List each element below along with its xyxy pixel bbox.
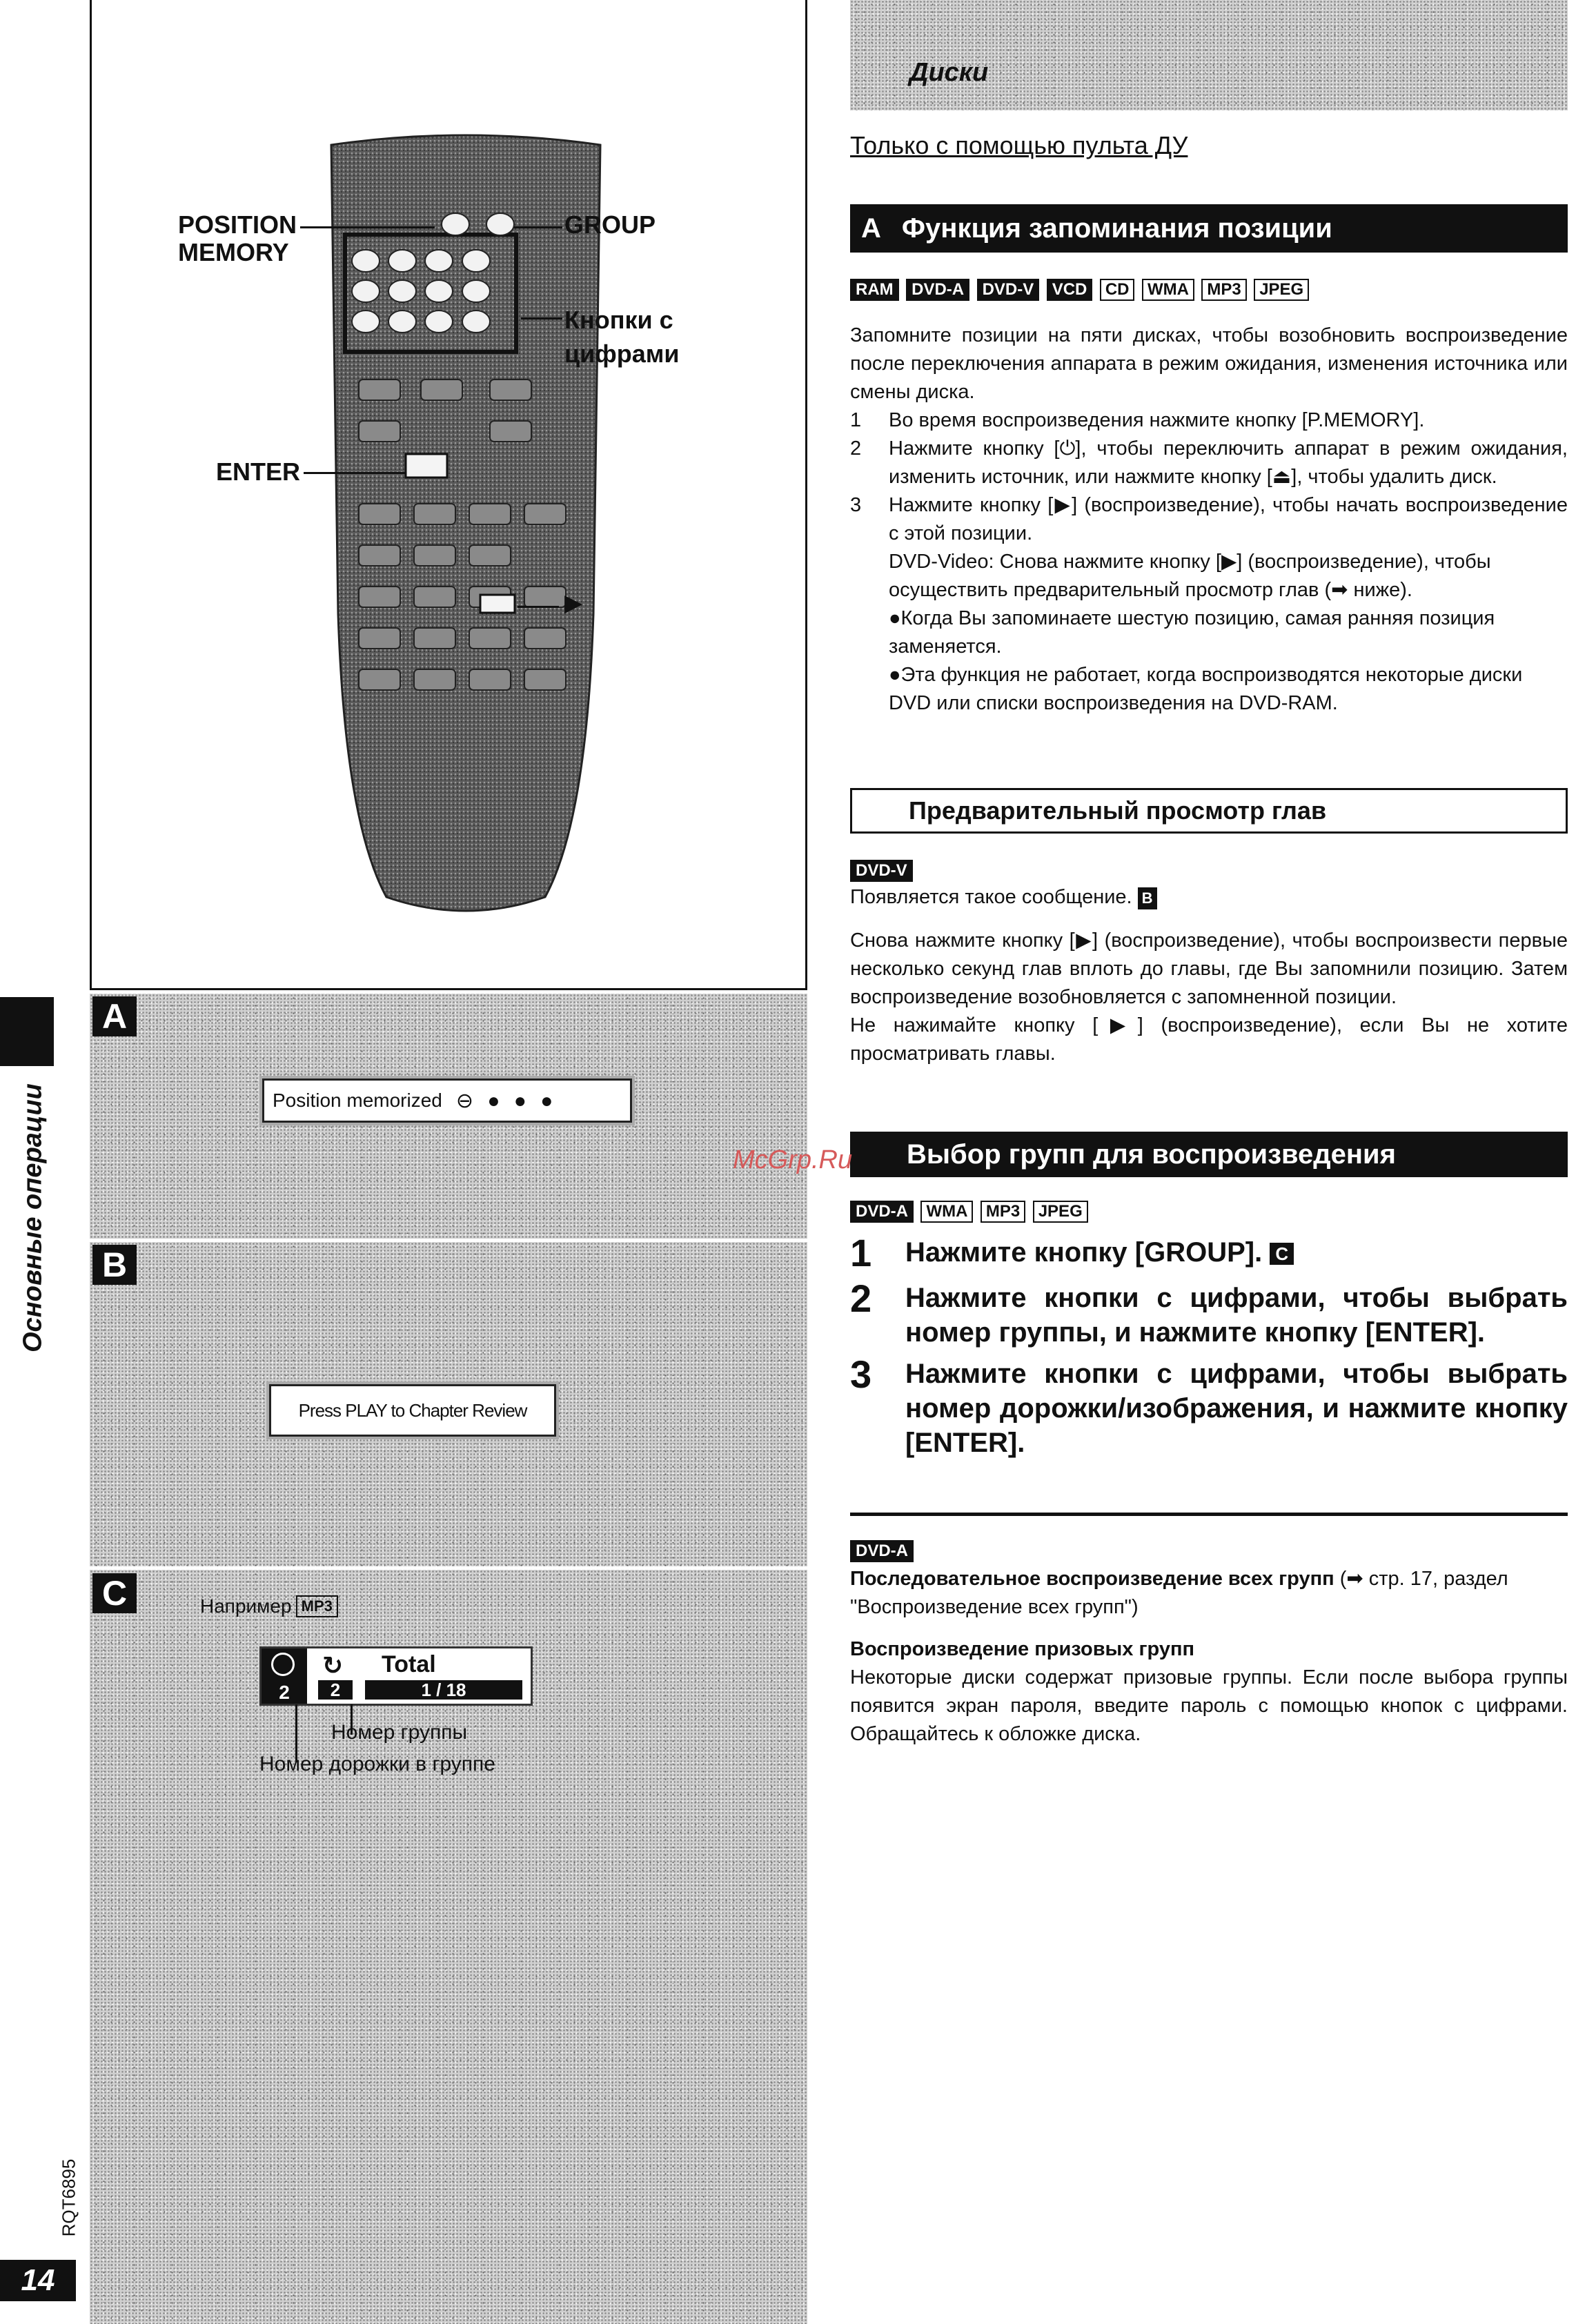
tag-wma-groups: WMA <box>920 1201 973 1223</box>
section-a-step-2: 2 Нажмите кнопку [⏻], чтобы переключить аппарат в режим ожидания, изменить источник, или нажмите кнопку [⏏], чтобы удалить диск. <box>850 437 1568 488</box>
section-preview-title: Предварительный просмотр глав <box>909 796 1327 825</box>
section-preview-header <box>850 788 1568 834</box>
tag-cd: CD <box>1100 279 1135 301</box>
section-a-step-3: 3 Нажмите кнопку [▶] (воспроизведение), чтобы начать воспроизведение с этой позиции. <box>850 494 1568 544</box>
section-preview-body <box>850 883 1568 1068</box>
leader-line-enter <box>304 472 406 474</box>
watermark: McGrp.Ru <box>733 1145 853 1174</box>
total-value: 1 / 18 <box>365 1680 522 1700</box>
header-title: Диски <box>909 58 989 87</box>
track-number-box: 2 <box>318 1680 353 1700</box>
label-enter: ENTER <box>216 457 301 486</box>
label-position-memory: POSITION MEMORY <box>178 210 297 266</box>
section-a-dvd-video-note: DVD-Video: Снова нажмите кнопку [▶] (воспроизведение), чтобы осуществить предварительный просмотр глав (➡ ниже). <box>889 551 1491 601</box>
leader-line-group <box>514 226 562 228</box>
ref-b-badge: B <box>1138 887 1157 909</box>
section-a-intro: Запомните позиции на пяти дисках, чтобы возобновить воспроизведение после переключения аппарата в режим ожидания, изменения источника или смены диска. <box>850 324 1568 403</box>
notes-sequential: Последовательное воспроизведение всех групп (➡ стр. 17, раздел "Воспроизведение всех групп") <box>850 1568 1508 1618</box>
tag-dvd-v-preview: DVD-V <box>850 860 913 882</box>
tag-dvd-a-groups: DVD-A <box>850 1201 914 1223</box>
section-a-bullet-2: ●Эта функция не работает, когда воспроизводятся некоторые диски DVD или списки воспроизведения на DVD-RAM. <box>889 664 1523 714</box>
page-number: 14 <box>0 2260 76 2301</box>
section-preview-para1: Снова нажмите кнопку [▶] (воспроизведение), чтобы воспроизвести первые несколько секунд глав вплоть до главы, где Вы запомнили позицию. Затем воспроизведение возобновляется с запомненной позиции. <box>850 929 1568 1008</box>
model-code: RQT6895 <box>58 2158 79 2237</box>
group-step-2: 2 Нажмите кнопки с цифрами, чтобы выбрать номер группы, и нажмите кнопку [ENTER]. <box>850 1277 1568 1348</box>
tag-wma: WMA <box>1142 279 1194 301</box>
osd-position-memorized <box>262 1079 632 1123</box>
group-step-1: 1 Нажмите кнопку [GROUP]. C <box>850 1235 1568 1271</box>
sidebar-tab <box>0 997 54 1066</box>
osd-press-play <box>269 1384 556 1437</box>
osd-press-play-text: Press PLAY to Chapter Review <box>298 1399 527 1421</box>
remote-control-image <box>317 131 614 918</box>
label-group: GROUP <box>564 210 656 239</box>
ref-c-badge: C <box>1270 1243 1294 1265</box>
example-tag: MP3 <box>296 1595 338 1617</box>
track-icon: ↻ <box>322 1651 344 1680</box>
tag-dvd-a: DVD-A <box>906 279 969 301</box>
notes-divider <box>850 1513 1568 1516</box>
osd-position-icons: ⊖ ● ● ● <box>455 1089 558 1112</box>
group-icon <box>271 1653 295 1676</box>
total-label: Total <box>382 1651 436 1677</box>
caption-track-number: Номер дорожки в группе <box>259 1753 495 1775</box>
section-a-letter: A <box>861 213 881 244</box>
panel-c-letter: C <box>92 1573 137 1613</box>
section-preview-para2: Не нажимайте кнопку [▶] (воспроизведение), если Вы не хотите просматривать главы. <box>850 1014 1568 1065</box>
tag-mp3: MP3 <box>1201 279 1246 301</box>
section-groups-title: Выбор групп для воспроизведения <box>907 1139 1396 1170</box>
tag-vcd: VCD <box>1047 279 1093 301</box>
example-label: Например MP3 <box>200 1595 342 1617</box>
leader-line-numeric <box>521 317 562 319</box>
section-groups-tags <box>850 1201 1092 1223</box>
section-a-header <box>850 204 1568 253</box>
tag-dvd-a-notes: DVD-A <box>850 1540 914 1562</box>
notes-bonus-title: Воспроизведение призовых групп <box>850 1638 1195 1660</box>
panel-b-letter: B <box>92 1245 137 1285</box>
leader-line-position-memory <box>300 226 435 228</box>
section-a-bullet-1: ●Когда Вы запоминаете шестую позицию, самая ранняя позиция заменяется. <box>889 607 1495 658</box>
caption-group-number: Номер группы <box>331 1721 468 1744</box>
section-preview-tag-wrap <box>850 860 917 882</box>
group-display <box>259 1646 533 1706</box>
osd-text: Position memorized <box>273 1090 442 1111</box>
notes-bonus-text: Некоторые диски содержат призовые группы. Если после выбора группы появится экран пароля, введите пароль с помощью кнопок с цифрами. Обращайтесь к обложке диска. <box>850 1666 1568 1745</box>
section-preview-message: Появляется такое сообщение. B <box>850 883 1568 912</box>
tag-jpeg: JPEG <box>1254 279 1309 301</box>
section-a-tags <box>850 279 1313 301</box>
panel-a-letter: A <box>92 996 137 1036</box>
tag-mp3-groups: MP3 <box>981 1201 1025 1223</box>
tag-dvd-v: DVD-V <box>977 279 1040 301</box>
leader-line-play <box>518 606 559 608</box>
section-title-vertical: Основные операции <box>18 1083 48 1352</box>
group-number: 2 <box>279 1682 290 1703</box>
play-arrow-icon: ▶ <box>564 590 583 616</box>
notes-tag-wrap <box>850 1540 918 1562</box>
group-step-3: 3 Нажмите кнопки с цифрами, чтобы выбрать номер дорожки/изображения, и нажмите кнопку [ENTER]. <box>850 1352 1568 1458</box>
header-band <box>850 0 1568 110</box>
header-subtitle: Только с помощью пульта ДУ <box>850 131 1188 159</box>
tag-ram: RAM <box>850 279 899 301</box>
label-numeric-buttons: Кнопки с цифрами <box>564 306 680 368</box>
section-a-title: Функция запоминания позиции <box>901 213 1332 244</box>
section-a-step-1: 1 Во время воспроизведения нажмите кнопку [P.MEMORY]. <box>850 409 1425 431</box>
tag-jpeg-groups: JPEG <box>1033 1201 1088 1223</box>
section-groups-header <box>850 1132 1568 1177</box>
section-a-body <box>850 322 1568 718</box>
notes-body <box>850 1565 1568 1749</box>
